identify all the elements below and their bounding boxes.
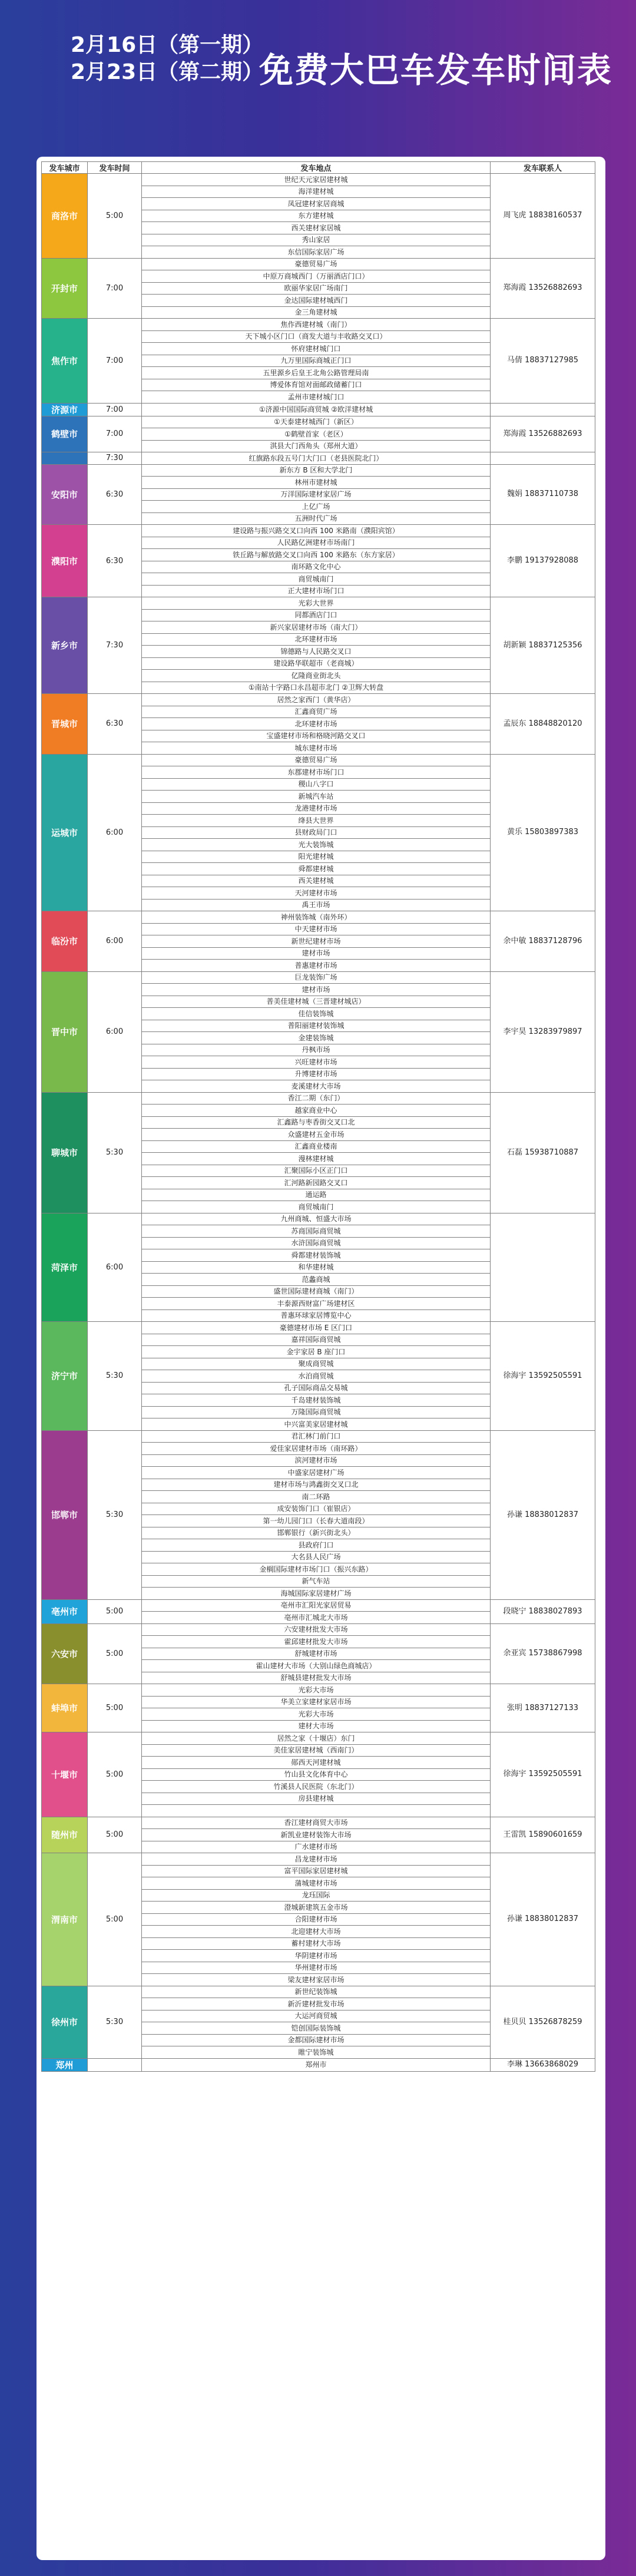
departure-location: 城东建材市场	[142, 742, 491, 755]
group-city-cell: 临汾市	[42, 911, 88, 972]
departure-time: 5:00	[88, 1817, 142, 1853]
group-city-cell: 濮阳市	[42, 525, 88, 597]
departure-location: 舒城建材市场	[142, 1648, 491, 1660]
group-city-cell: 十堰市	[42, 1732, 88, 1817]
departure-location: 君汇林门前门口	[142, 1430, 491, 1443]
contact-person: 马倩 18837127985	[491, 319, 595, 404]
contact-person: 余亚宾 15738867998	[491, 1623, 595, 1684]
departure-location: 豪德贸易广场	[142, 258, 491, 270]
departure-location: 升博建材市场	[142, 1068, 491, 1080]
table-row	[42, 319, 595, 331]
table-row	[42, 2058, 595, 2071]
table-row	[42, 1322, 595, 1334]
group-city-cell	[42, 452, 88, 465]
table-row	[42, 416, 595, 428]
departure-location: 秀山家居	[142, 234, 491, 246]
table-row	[42, 911, 595, 924]
departure-location: 亳州市汇城北大市场	[142, 1612, 491, 1624]
departure-location: 欧丽华家居广场南门	[142, 282, 491, 295]
contact-person: 张明 18837127133	[491, 1684, 595, 1732]
departure-time: 5:30	[88, 1986, 142, 2058]
departure-location: 天河建材市场	[142, 887, 491, 900]
departure-location: ①南站十字路口永昌超市北门 ②卫辉大转盘	[142, 682, 491, 694]
departure-location: 普惠环球家居博览中心	[142, 1310, 491, 1322]
departure-location: 蓄村建材大市场	[142, 1937, 491, 1950]
departure-time: 6:30	[88, 525, 142, 597]
departure-location: 滨河建材市场	[142, 1454, 491, 1467]
departure-location: 兴旺建材市场	[142, 1056, 491, 1069]
departure-location: 光大装饰城	[142, 839, 491, 851]
table-row	[42, 971, 595, 984]
departure-location: 普惠建材市场	[142, 960, 491, 972]
date-line-1: 2月16日（第一期）	[71, 33, 264, 57]
departure-location: 麦溪建材大市场	[142, 1080, 491, 1093]
departure-location: 稷山八字口	[142, 778, 491, 791]
departure-location: 范蠡商城	[142, 1274, 491, 1286]
departure-location: 怀府建材城门口	[142, 343, 491, 355]
departure-location: 汇鑫路与枣香街交叉口北	[142, 1116, 491, 1129]
departure-location: 建材市场与鸿鑫街交叉口北	[142, 1479, 491, 1491]
table-row	[42, 1213, 595, 1225]
group-city-cell: 商洛市	[42, 174, 88, 259]
departure-location: 建材大市场	[142, 1720, 491, 1732]
group-city-cell: 邯郸市	[42, 1430, 88, 1599]
contact-person: 郑海霞 13526882693	[491, 258, 595, 319]
group-city-cell: 运城市	[42, 754, 88, 911]
departure-location: 富平国际家居建材城	[142, 1865, 491, 1877]
table-row	[42, 1853, 595, 1866]
departure-location: 淇县大门西角头（郑州大道）	[142, 440, 491, 452]
departure-location: 人民路亿洲建材市场南门	[142, 537, 491, 549]
departure-location: 通运路	[142, 1189, 491, 1201]
departure-time: 7:30	[88, 597, 142, 694]
departure-time: 7:00	[88, 258, 142, 319]
departure-location: 光彩大市场	[142, 1684, 491, 1697]
departure-location: 天下城小区门口（商发大道与丰收路交叉口）	[142, 330, 491, 343]
departure-location: 同都酒店门口	[142, 609, 491, 621]
departure-location: 新东方 B 区和大学北门	[142, 464, 491, 477]
departure-location: ①鹤壁首家（老区）	[142, 428, 491, 441]
contact-person: 王雷凯 15890601659	[491, 1817, 595, 1853]
departure-location: 中天建材市场	[142, 923, 491, 935]
table-row	[42, 1817, 595, 1829]
departure-location: 神州装饰城（南外环）	[142, 911, 491, 924]
departure-location: 金宇家居 B 座门口	[142, 1346, 491, 1358]
departure-location: 建材市场	[142, 984, 491, 996]
departure-time: 5:00	[88, 1623, 142, 1684]
group-city-cell: 晋城市	[42, 694, 88, 755]
departure-location: 绛县大世界	[142, 815, 491, 827]
contact-person: 段晓宁 18838027893	[491, 1599, 595, 1623]
departure-location: 铠创国际装饰城	[142, 2022, 491, 2035]
departure-time: 6:30	[88, 694, 142, 755]
col-header-city: 发车城市	[42, 162, 88, 174]
col-header-contact: 发车联系人	[491, 162, 595, 174]
departure-location: 澄城新建筑五金市场	[142, 1902, 491, 1914]
departure-location: 爱佳家居建材市场（南环路）	[142, 1443, 491, 1455]
contact-person: 郑海霞 13526882693	[491, 416, 595, 452]
contact-person: 胡新颖 18837125356	[491, 597, 595, 694]
contact-person: 周飞虎 18838160537	[491, 174, 595, 259]
table-header-row	[42, 162, 595, 174]
departure-location: 金榈国际建材市场门口（振兴东路）	[142, 1563, 491, 1576]
departure-location: 光彩大世界	[142, 597, 491, 610]
departure-location: 成安装饰门口（崔银店）	[142, 1503, 491, 1515]
departure-location: 第一幼儿园门口（长春大道南段）	[142, 1515, 491, 1527]
departure-time: 6:00	[88, 1213, 142, 1322]
departure-location: 东郡建材市场门口	[142, 766, 491, 779]
table-row	[42, 174, 595, 186]
col-header-time: 发车时间	[88, 162, 142, 174]
contact-person: 黄乐 15803897383	[491, 754, 595, 911]
departure-location: 丰泰源西财富广场建材区	[142, 1298, 491, 1310]
table-row	[42, 452, 595, 465]
table-row	[42, 1623, 595, 1636]
departure-location: 佳信装饰城	[142, 1008, 491, 1020]
departure-time: 6:00	[88, 911, 142, 972]
departure-time: 5:00	[88, 1732, 142, 1817]
departure-location: 香江建材商贸大市场	[142, 1817, 491, 1829]
departure-location: 红旗路东段五号门大门口（老县医院北门）	[142, 452, 491, 465]
departure-location: 水泊商贸城	[142, 1370, 491, 1383]
departure-location: 中盛家居建材广场	[142, 1467, 491, 1479]
departure-location: 居然之家（十堰店）东门	[142, 1732, 491, 1745]
table-row	[42, 464, 595, 477]
group-city-cell: 焦作市	[42, 319, 88, 404]
departure-location: 睢宁装饰城	[142, 2046, 491, 2059]
departure-time: 5:30	[88, 1322, 142, 1431]
departure-location: 北环建材市场	[142, 633, 491, 646]
table-body	[42, 174, 595, 2072]
departure-location: 林州市建材城	[142, 477, 491, 489]
departure-location: 禹王市场	[142, 899, 491, 911]
departure-location: 南环路文化中心	[142, 561, 491, 573]
contact-person: 李鹏 19137928088	[491, 525, 595, 597]
departure-time: 7:00	[88, 403, 142, 416]
contact-person	[491, 1213, 595, 1322]
departure-location: 水浒国际商贸城	[142, 1237, 491, 1249]
contact-person: 魏娟 18837110738	[491, 464, 595, 525]
table-row	[42, 597, 595, 610]
departure-location: 中原万商城西门（万丽酒店门口）	[142, 270, 491, 283]
departure-time: 6:00	[88, 971, 142, 1092]
contact-person: 孙谦 18838012837	[491, 1430, 595, 1599]
departure-location: 东信国际家居广场	[142, 246, 491, 259]
departure-location: 华州建材市场	[142, 1962, 491, 1974]
departure-location: 孟州市建材城门口	[142, 391, 491, 404]
group-city-cell: 开封市	[42, 258, 88, 319]
departure-location: 和华建材城	[142, 1261, 491, 1274]
departure-location: 五里源乡后皇王北角公路管理局南	[142, 367, 491, 379]
departure-location: 建材市场	[142, 947, 491, 960]
departure-location: 孔子国际商品交易城	[142, 1382, 491, 1394]
departure-location	[142, 1805, 491, 1817]
departure-location: 苏商国际商贸城	[142, 1225, 491, 1238]
departure-location: 聚成商贸城	[142, 1358, 491, 1370]
departure-location: 汇河路新园路交叉口	[142, 1177, 491, 1189]
departure-location: 县政府门口	[142, 1539, 491, 1552]
departure-location: 五洲时代广场	[142, 512, 491, 525]
contact-person: 余中敏 18837128796	[491, 911, 595, 972]
departure-location: 金建装饰城	[142, 1032, 491, 1044]
departure-time: 5:30	[88, 1430, 142, 1599]
group-city-cell: 晋中市	[42, 971, 88, 1092]
departure-location: 盛世国际建材商城（南门）	[142, 1285, 491, 1298]
departure-time: 7:00	[88, 416, 142, 452]
departure-location: 汇聚国际小区正门口	[142, 1165, 491, 1177]
departure-location: 万隆国际商贸城	[142, 1406, 491, 1418]
group-city-cell: 聊城市	[42, 1092, 88, 1213]
departure-location: 舜都建材装饰城	[142, 1249, 491, 1262]
departure-location: 北环建材市场	[142, 718, 491, 730]
departure-location: 蒲城建材市场	[142, 1877, 491, 1890]
departure-time: 7:00	[88, 319, 142, 404]
table-row	[42, 1732, 595, 1745]
departure-location: 西关建材家居城	[142, 222, 491, 234]
departure-location: 建设路与振兴路交叉口向西 100 米路南（濮阳宾馆）	[142, 525, 491, 537]
departure-time	[88, 2058, 142, 2071]
group-city-cell: 安阳市	[42, 464, 88, 525]
group-city-cell: 菏泽市	[42, 1213, 88, 1322]
departure-location: 众盛建材五金市场	[142, 1129, 491, 1141]
departure-location: 大名县人民广场	[142, 1551, 491, 1563]
table-row	[42, 1599, 595, 1612]
table-row	[42, 1684, 595, 1697]
departure-location: 阳光建材城	[142, 851, 491, 863]
col-header-location: 发车地点	[142, 162, 491, 174]
departure-location: 龙珏国际	[142, 1889, 491, 1902]
departure-location: 新城汽车站	[142, 791, 491, 803]
table-row	[42, 403, 595, 416]
departure-location: 豪德建材市场 E 区门口	[142, 1322, 491, 1334]
schedule-table	[41, 161, 595, 2072]
group-city-cell: 济宁市	[42, 1322, 88, 1431]
table-row	[42, 694, 595, 706]
group-city-cell: 新乡市	[42, 597, 88, 694]
departure-location: 新世纪装饰城	[142, 1986, 491, 1998]
departure-location: 广水建材市场	[142, 1841, 491, 1853]
departure-location: 南二环路	[142, 1491, 491, 1503]
departure-location: 巨龙装饰广场	[142, 971, 491, 984]
departure-location: 焦作西建材城（南门）	[142, 319, 491, 331]
group-city-cell: 渭南市	[42, 1853, 88, 1986]
contact-person: 徐海宇 13592505591	[491, 1732, 595, 1817]
departure-location: 越家商业中心	[142, 1105, 491, 1117]
departure-location: 昌龙建材市场	[142, 1853, 491, 1866]
departure-location: 美佳家居建材城（西南门）	[142, 1744, 491, 1757]
departure-location: 郧西天河建材城	[142, 1757, 491, 1769]
departure-location: 亳州市汇阳光家居贸易	[142, 1599, 491, 1612]
table-row	[42, 1986, 595, 1998]
group-city-cell: 蚌埠市	[42, 1684, 88, 1732]
departure-location: 建设路华联超市（老商城）	[142, 657, 491, 670]
departure-location: 铁丘路与解放路交叉口向西 100 米路东（东方家居）	[142, 549, 491, 561]
departure-location: 宝盛建材市场和格晓河路交叉口	[142, 730, 491, 742]
departure-location: 世纪天元家居建材城	[142, 174, 491, 186]
departure-location: 商贸城南门	[142, 1201, 491, 1213]
departure-location: 亿隆商业街北头	[142, 670, 491, 682]
departure-location: 县财政局门口	[142, 826, 491, 839]
departure-location: ①济源中国国际商贸城 ②欧洋建材城	[142, 403, 491, 416]
group-city-cell: 随州市	[42, 1817, 88, 1853]
departure-time: 7:30	[88, 452, 142, 465]
group-city-cell: 鹤壁市	[42, 416, 88, 452]
contact-person: 石磊 15938710887	[491, 1092, 595, 1213]
departure-location: 新兴家居建材市场（南大门）	[142, 621, 491, 634]
departure-time: 5:00	[88, 174, 142, 259]
departure-location: 中兴富美家居建材城	[142, 1418, 491, 1431]
departure-location: 郑州市	[142, 2058, 491, 2071]
departure-location: 汇鑫商贸广场	[142, 706, 491, 718]
departure-location: 华阴建材市场	[142, 1950, 491, 1962]
page-header	[0, 0, 636, 118]
departure-location: 博爱体育馆对面邮政储蓄门口	[142, 379, 491, 391]
schedule-dates	[71, 32, 263, 86]
departure-location: 东方建材城	[142, 210, 491, 222]
departure-location: 嘉祥国际商贸城	[142, 1334, 491, 1346]
table-row	[42, 754, 595, 766]
departure-location: 豪德贸易广场	[142, 754, 491, 766]
departure-location: 霍山建材大市场（大别山绿色商城店）	[142, 1660, 491, 1672]
group-city-cell: 郑州	[42, 2058, 88, 2071]
group-city-cell: 六安市	[42, 1623, 88, 1684]
contact-person	[491, 452, 595, 465]
departure-time: 6:00	[88, 754, 142, 911]
departure-location: 合阳建材市场	[142, 1913, 491, 1926]
departure-location: 金都国际建材市场	[142, 2034, 491, 2046]
date-line-2: 2月23日（第二期）	[71, 60, 264, 84]
departure-location: 邯郸银行（新兴街北头）	[142, 1527, 491, 1539]
departure-time: 6:30	[88, 464, 142, 525]
page-title: 免费大巴车发车时间表	[259, 50, 613, 90]
departure-location: 正大建材市场门口	[142, 585, 491, 597]
group-city-cell: 徐州市	[42, 1986, 88, 2058]
departure-location: 光彩大市场	[142, 1708, 491, 1721]
departure-location: 房县建材城	[142, 1793, 491, 1805]
departure-location: 丹枫市场	[142, 1044, 491, 1056]
departure-location: 香江二期（东门）	[142, 1092, 491, 1105]
departure-location: 九万里国际商城正门口	[142, 355, 491, 367]
departure-location: 普美佳建材城（三晋建材城店）	[142, 996, 491, 1008]
departure-location: 漫林建材城	[142, 1153, 491, 1165]
departure-location: 居然之家西门（黄华店）	[142, 694, 491, 706]
departure-time: 5:00	[88, 1599, 142, 1623]
departure-location: 大运河商贸城	[142, 2010, 491, 2022]
group-city-cell: 济源市	[42, 403, 88, 416]
departure-location: 商贸城南门	[142, 573, 491, 586]
group-city-cell: 亳州市	[42, 1599, 88, 1623]
departure-location: 龙港建材市场	[142, 802, 491, 815]
departure-location: 舒城县建材批发大市场	[142, 1672, 491, 1684]
departure-location: 新世纪建材市场	[142, 935, 491, 948]
contact-person: 孟辰东 18848820120	[491, 694, 595, 755]
departure-location: 上亿广场	[142, 501, 491, 513]
departure-location: 梁友建材家居市场	[142, 1974, 491, 1986]
departure-location: 新气车站	[142, 1575, 491, 1588]
departure-location: 新凯业建材装饰大市场	[142, 1829, 491, 1841]
departure-location: 北迎建材大市场	[142, 1926, 491, 1938]
departure-location: 舜都建材城	[142, 863, 491, 875]
departure-location: 霍邱建材批发大市场	[142, 1636, 491, 1648]
contact-person: 桂贝贝 13526878259	[491, 1986, 595, 2058]
departure-location: 汇鑫商业楼南	[142, 1140, 491, 1153]
departure-location: 华美立家建材家居市场	[142, 1696, 491, 1708]
table-row	[42, 525, 595, 537]
departure-location: 西关建材城	[142, 875, 491, 887]
departure-location: 海洋建材城	[142, 186, 491, 198]
departure-location: 千岛建材装饰城	[142, 1394, 491, 1407]
departure-location: 新沂建材批发市场	[142, 1998, 491, 2010]
departure-location: 金达国际建材城西门	[142, 295, 491, 307]
departure-location: 六安建材批发大市场	[142, 1623, 491, 1636]
departure-location: 普阳丽建材装饰城	[142, 1020, 491, 1032]
contact-person	[491, 403, 595, 416]
departure-location: 竹溪县人民医院（东北门）	[142, 1781, 491, 1793]
departure-location: 万洋国际建材家居广场	[142, 488, 491, 501]
departure-location: 金三角建材城	[142, 306, 491, 319]
contact-person: 孙谦 18838012837	[491, 1853, 595, 1986]
contact-person: 徐海宇 13592505591	[491, 1322, 595, 1431]
contact-person: 李琳 13663868029	[491, 2058, 595, 2071]
contact-person: 李宇昊 13283979897	[491, 971, 595, 1092]
departure-time: 5:00	[88, 1684, 142, 1732]
departure-location: 竹山县文化体育中心	[142, 1768, 491, 1781]
departure-location: 锦德路与人民路交叉口	[142, 646, 491, 658]
departure-location: 海城国际家居建材广场	[142, 1588, 491, 1600]
departure-location: ①天泰建材城西门（新区）	[142, 416, 491, 428]
departure-time: 5:30	[88, 1092, 142, 1213]
table-row	[42, 258, 595, 270]
departure-time: 5:00	[88, 1853, 142, 1986]
departure-location: 九州商城、恒盛大市场	[142, 1213, 491, 1225]
departure-location: 凤冠建材家居商城	[142, 198, 491, 210]
table-row	[42, 1092, 595, 1105]
table-row	[42, 1430, 595, 1443]
